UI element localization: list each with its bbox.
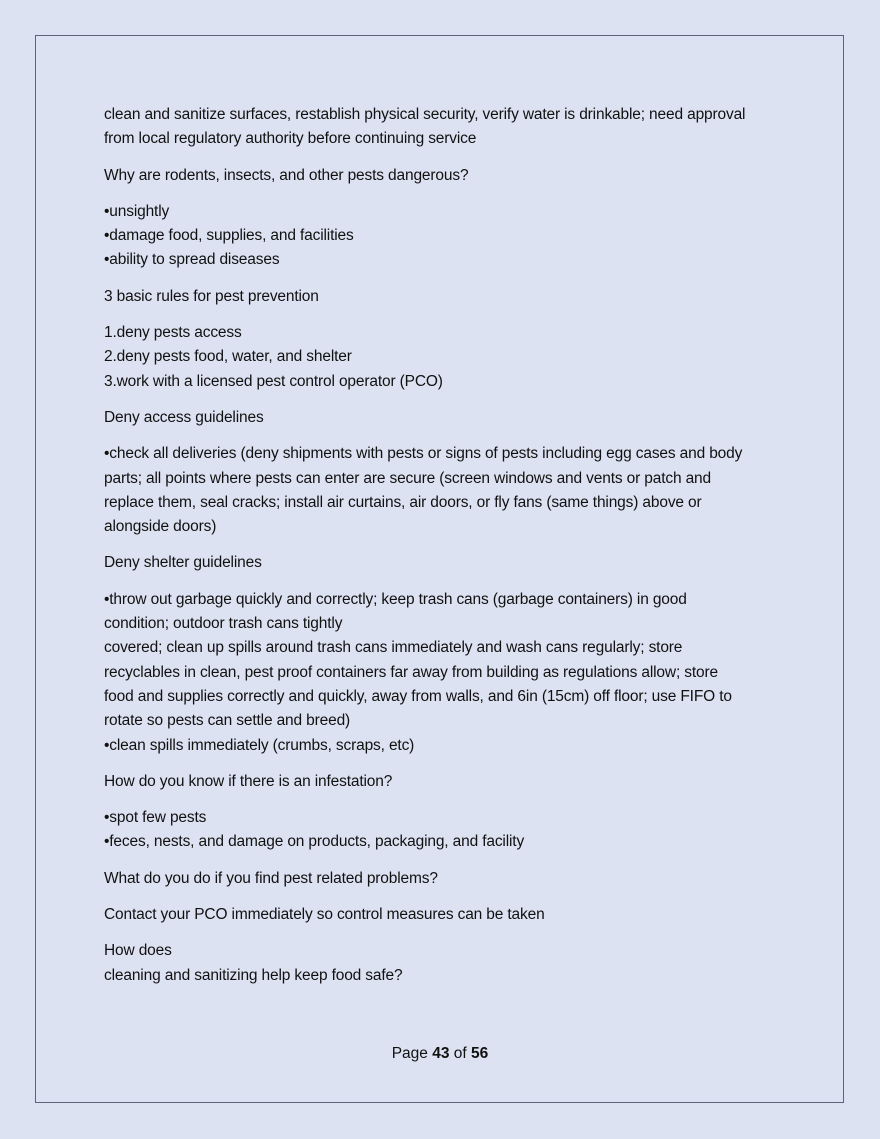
text-line: •spot few pests bbox=[104, 809, 207, 827]
paragraph bbox=[104, 103, 784, 152]
text-line: •damage food, supplies, and facilities bbox=[104, 227, 354, 245]
total-pages-number: 56 bbox=[471, 1045, 489, 1062]
text-line: parts; all points where pests can enter are secure (screen windows and vents or patch and bbox=[104, 469, 711, 487]
text-line: •throw out garbage quickly and correctly; keep trash cans (garbage containers) in good bbox=[104, 590, 687, 608]
paragraph bbox=[104, 867, 784, 891]
page-footer bbox=[0, 1045, 880, 1063]
text-line: •check all deliveries (deny shipments with pests or signs of pests including egg cases and body bbox=[104, 445, 743, 463]
paragraph bbox=[104, 406, 784, 430]
text-line: clean and sanitize surfaces, restablish physical security, verify water is drinkable; need approval bbox=[104, 106, 746, 123]
paragraph bbox=[104, 806, 784, 855]
paragraph bbox=[104, 164, 784, 188]
paragraph bbox=[104, 770, 784, 794]
text-line: cleaning and sanitizing help keep food safe? bbox=[104, 966, 403, 984]
text-line: condition; outdoor trash cans tightly bbox=[104, 615, 343, 633]
page-label: Page bbox=[391, 1045, 428, 1062]
paragraph bbox=[104, 285, 784, 309]
text-line: 1.deny pests access bbox=[104, 324, 242, 342]
text-line: •clean spills immediately (crumbs, scraps, etc) bbox=[104, 736, 415, 754]
text-line: •unsightly bbox=[104, 202, 170, 220]
document-body bbox=[104, 103, 784, 1000]
of-label: of bbox=[453, 1045, 467, 1062]
text-line: 2.deny pests food, water, and shelter bbox=[104, 348, 352, 366]
text-line: replace them, seal cracks; install air curtains, air doors, or fly fans (same things) above or bbox=[104, 493, 702, 511]
text-line: Why are rodents, insects, and other pests dangerous? bbox=[104, 166, 469, 184]
text-line: What do you do if you find pest related problems? bbox=[104, 869, 438, 887]
text-line: rotate so pests can settle and breed) bbox=[104, 712, 351, 730]
text-line: Deny shelter guidelines bbox=[104, 554, 262, 572]
paragraph bbox=[104, 321, 784, 394]
text-line: recyclables in clean, pest proof containers far away from building as regulations allow; store bbox=[104, 663, 718, 681]
text-line: 3 basic rules for pest prevention bbox=[104, 287, 319, 305]
paragraph bbox=[104, 200, 784, 273]
text-line: Deny access guidelines bbox=[104, 408, 264, 426]
text-line: •feces, nests, and damage on products, packaging, and facility bbox=[104, 833, 525, 851]
text-line: alongside doors) bbox=[104, 518, 217, 536]
paragraph bbox=[104, 939, 784, 988]
paragraph bbox=[104, 551, 784, 575]
text-line: How does bbox=[104, 942, 172, 960]
text-line: covered; clean up spills around trash cans immediately and wash cans regularly; store bbox=[104, 639, 683, 657]
current-page-number: 43 bbox=[432, 1045, 450, 1062]
text-line: food and supplies correctly and quickly, away from walls, and 6in (15cm) off floor; use FIFO to bbox=[104, 687, 732, 705]
paragraph bbox=[104, 588, 784, 758]
text-line: from local regulatory authority before continuing service bbox=[104, 130, 477, 148]
paragraph bbox=[104, 442, 784, 539]
text-line: 3.work with a licensed pest control operator (PCO) bbox=[104, 372, 443, 390]
paragraph bbox=[104, 903, 784, 927]
text-line: Contact your PCO immediately so control measures can be taken bbox=[104, 906, 545, 924]
text-line: How do you know if there is an infestation? bbox=[104, 772, 393, 790]
text-line: •ability to spread diseases bbox=[104, 251, 280, 269]
